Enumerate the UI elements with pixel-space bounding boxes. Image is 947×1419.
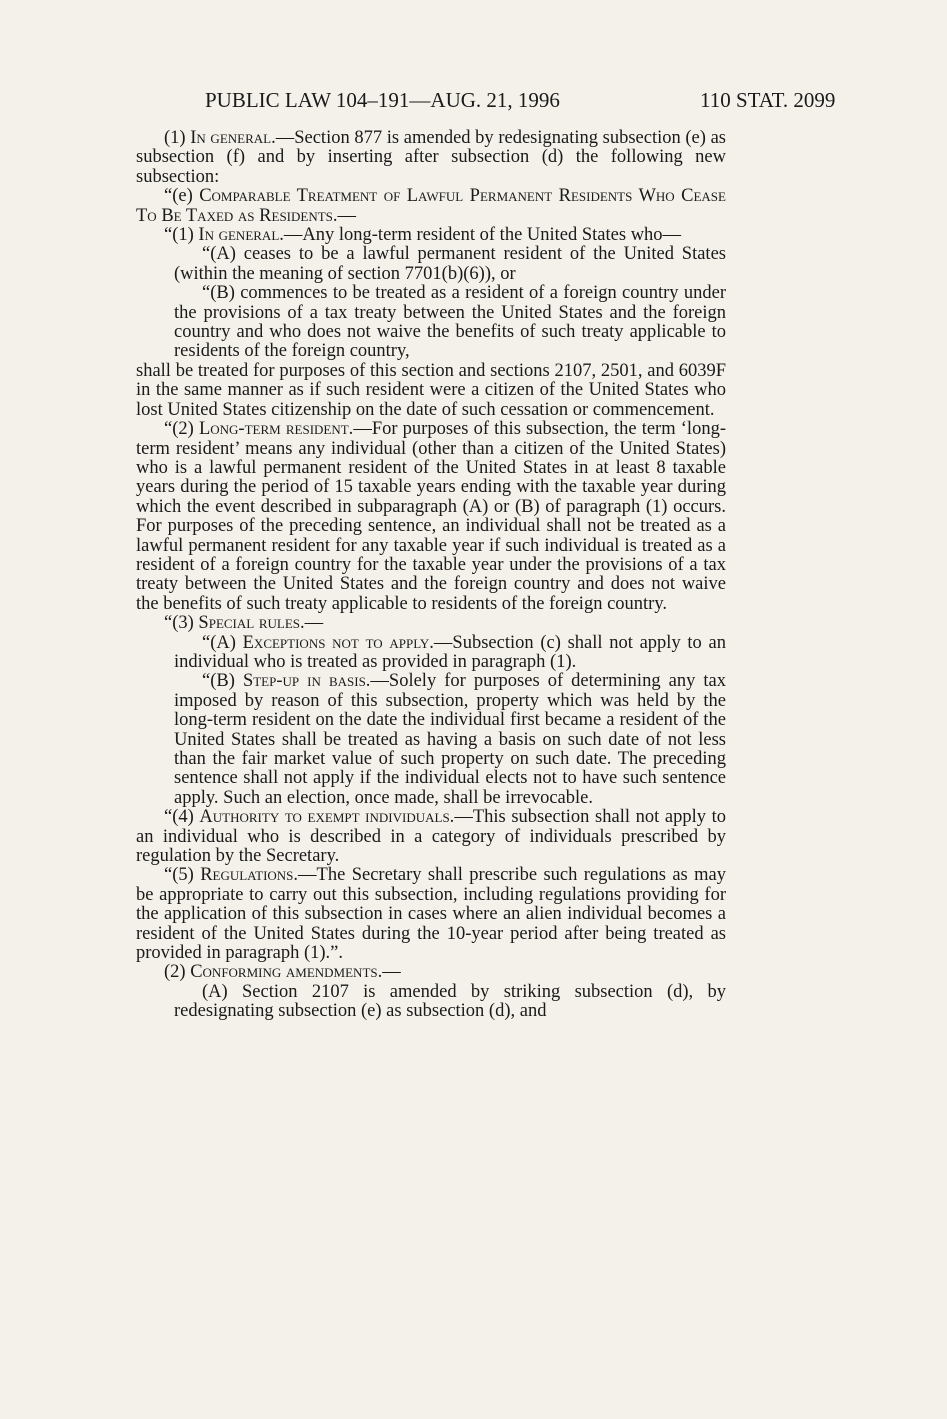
statute-page-number: 110 STAT. 2099 [700,88,836,112]
paragraph-e3-A: “(A) Exceptions not to apply.—Subsection (c) shall not apply to an individual who is treated as provided in paragraph (1). [174,632,726,672]
paragraph-e2: “(2) Long-term resident.—For purposes of this subsection, the term ‘long-term resident’ means any individual (other than a citizen of the United States) who is a lawful permanent resident of the United States in at least 8 taxable years during the period of 15 taxable years ending with the taxable year during which the event described in subparagraph (A) or (B) of paragraph (1) occurs. For purposes of the preceding sentence, an individual shall not be treated as a lawful permanent resident for any taxable year if such individual is treated as a resident of a foreign country for the taxable year under the provisions of a tax treaty between the United States and the foreign country and does not waive the benefits of such treaty applicable to residents of the foreign country. [136,419,726,614]
paragraph-e1: “(1) In general.—Any long-term resident of the United States who— [164,225,682,246]
paragraph-e-heading: “(e) Comparable Treatment of Lawful Permanent Residents Who Cease To Be Taxed as Residents.— [136,186,726,226]
paragraph-e1-B: “(B) commences to be treated as a resident of a foreign country under the provisions of a tax treaty between the United States and the foreign country and who does not waive the benefits of such treaty applicable to residents of the foreign country, [174,283,726,362]
paragraph-e3-B: “(B) Step-up in basis.—Solely for purposes of determining any tax imposed by reason of this subsection, property which was held by the long-term resident on the date the individual first became a resident of the United States shall be treated as having a basis on such date of not less than the fair market value of such property on such date. The preceding sentence shall not apply if the individual elects not to have such sentence apply. Such an election, once made, shall be irrevocable. [174,671,726,808]
paragraph-e3: “(3) Special rules.— [164,613,324,634]
paragraph-e4: “(4) Authority to exempt individuals.—This subsection shall not apply to an individual who is described in a category of individuals prescribed by regulation by the Secretary. [136,807,726,867]
paragraph-2-conforming: (2) Conforming amendments.— [164,962,401,983]
paragraph-e1-flush: shall be treated for purposes of this section and sections 2107, 2501, and 6039F in the same manner as if such resident were a citizen of the United States who lost United States citizenship on the date of such cessation or commencement. [136,360,726,420]
paragraph-e1-A: “(A) ceases to be a lawful permanent resident of the United States (within the meaning of section 7701(b)(6)), or [174,244,726,284]
document-body [136,129,726,1022]
running-title: PUBLIC LAW 104–191—AUG. 21, 1996 [205,88,560,112]
paragraph-e5: “(5) Regulations.—The Secretary shall prescribe such regulations as may be appropriate to carry out this subsection, including regulations providing for the application of this subsection in cases where an alien individual becomes a resident of the United States during the 10-year period after being treated as provided in paragraph (1).”. [136,865,726,964]
paragraph-2-A: (A) Section 2107 is amended by striking subsection (d), by redesignating subsection (e) as subsection (d), and [174,981,727,1022]
paragraph-1-in-general: (1) In general.—Section 877 is amended by redesignating subsection (e) as subsection (f) and by inserting after subsection (d) the following new subsection: [136,128,726,187]
page-header [0,88,947,118]
